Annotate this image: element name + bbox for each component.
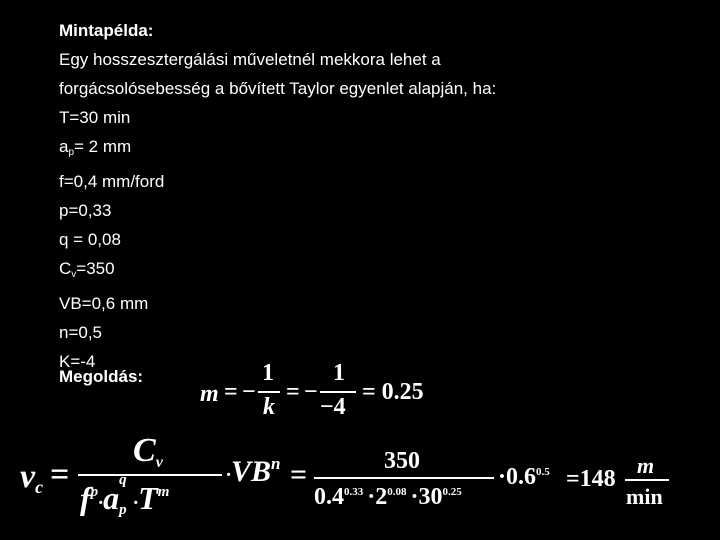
eq2-den1: $f^p\cdot a$ q p $\cdot T^m$ <box>80 472 170 518</box>
eq1-bar2 <box>320 391 356 393</box>
param-ap: $a_p= 2$ mm <box>59 137 132 158</box>
eq1-result: = 0.25 <box>362 379 424 405</box>
eq2-bar1 <box>78 474 222 476</box>
eq1-minus2: − <box>304 379 318 405</box>
eq2-val: $\cdot 0.6^{0.5}$ <box>498 464 550 490</box>
eq2-lhs: $v_c$ <box>20 458 44 497</box>
heading: Mintapélda: <box>59 21 154 40</box>
problem-text <box>59 16 496 376</box>
eq1-den2: −4 <box>320 394 346 420</box>
solution-label: Megoldás: <box>59 367 144 386</box>
eq2-result: =148 <box>566 466 616 492</box>
eq2-eq: = <box>50 456 70 493</box>
eq2-num1: $C_v$ <box>133 432 163 471</box>
param-VB: VB=0,6 mm <box>59 294 149 313</box>
eq2-unit-num: m <box>637 453 655 478</box>
problem-line-1: Egy hosszesztergálási műveletnél mekkora lehet a <box>59 50 441 69</box>
problem-line-2: forgácsolósebesség a bővített Taylor egyenlet alapján, ha: <box>59 79 497 98</box>
eq1-den1: k <box>263 394 275 420</box>
param-K: K=-4 <box>59 352 96 371</box>
eq2-unit-bar <box>625 479 669 481</box>
eq2-eq2: = <box>290 458 308 491</box>
param-cv: $C_v=350$ <box>59 259 115 280</box>
eq1-eq2: = <box>286 379 300 405</box>
eq1-minus1: − <box>242 379 256 405</box>
eq1-eq: = <box>224 379 238 405</box>
eq1-lhs: m <box>200 381 219 407</box>
eq2-vb: $\cdot VB^n$ <box>226 454 281 488</box>
param-p: p=0,33 <box>59 201 112 220</box>
eq2-num2: 350 <box>384 448 420 474</box>
eq1-bar1 <box>258 391 280 393</box>
eq2-den2: $0.4^{0.33} \cdot 2^{0.08} \cdot 30^{0.25}$ <box>314 484 462 510</box>
eq2-unit-den: min <box>626 484 663 509</box>
eq1-num1: 1 <box>262 360 274 386</box>
eq1-num2: 1 <box>333 360 345 386</box>
eq2-bar2 <box>314 477 494 479</box>
param-n: n=0,5 <box>59 323 103 342</box>
param-T: T=30 min <box>59 108 131 127</box>
param-f: f=0,4 mm/ford <box>59 172 165 191</box>
param-q: q = 0,08 <box>59 230 121 249</box>
